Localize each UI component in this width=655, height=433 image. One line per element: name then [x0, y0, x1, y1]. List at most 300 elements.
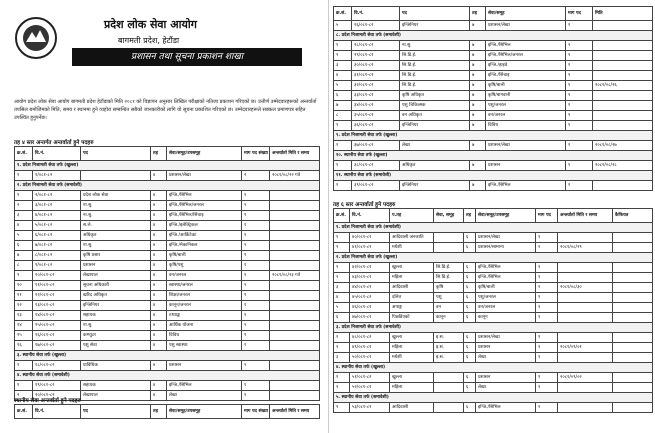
table-cell: ७/०८१-८२ [33, 241, 81, 251]
table-cell: १ [242, 281, 270, 291]
table-cell: १ [242, 211, 270, 221]
section-title: १०. स्थानीय सेवा तर्फ (खुल्ला) [334, 151, 653, 161]
table-header-cell: तह [470, 7, 486, 21]
table-header-cell: सेवा/समूह [486, 7, 566, 21]
table-cell: ७ [470, 51, 486, 61]
table-cell: ४ [334, 71, 352, 81]
table-cell [558, 303, 613, 313]
table-section-row [334, 253, 653, 263]
table-cell: पिछडिएको [390, 313, 434, 323]
table-cell: ४ [151, 201, 167, 211]
left-results-table [14, 146, 320, 401]
table-cell: ना.सु. [81, 241, 151, 251]
table-cell: ४ [151, 241, 167, 251]
table-cell: १ [566, 91, 593, 101]
table-cell: १५ [15, 331, 33, 341]
table-cell [613, 313, 653, 323]
table-cell: १ [334, 373, 350, 383]
table-cell: १ [536, 383, 558, 393]
table-cell: इन्जि./सिभिल [476, 403, 536, 413]
table-cell: इन्जिनियर [400, 181, 470, 191]
table-cell: १ [15, 361, 33, 371]
table-cell: सहायक [81, 311, 151, 321]
table-cell: ५ [15, 231, 33, 241]
table-cell: १ [536, 263, 558, 273]
table-cell: ४ [151, 231, 167, 241]
table-row [334, 243, 653, 253]
table-cell: पशु [434, 293, 464, 303]
table-cell: ६ [464, 243, 476, 253]
table-cell: इन्जि./सिभिल [167, 381, 242, 391]
table-cell: २ [242, 171, 270, 181]
table-cell: वन/जनरल [167, 271, 242, 281]
table-cell: ७ [470, 141, 486, 151]
table-cell: १ [536, 283, 558, 293]
table-cell [270, 251, 320, 261]
table-cell: २ [15, 391, 33, 401]
table-cell: प्रशासन/लेखा [476, 333, 536, 343]
notice-title: प्रदेश लोक सेवा आयोग [104, 18, 197, 31]
table-header-cell: तह [151, 147, 167, 161]
table-cell: २०८१/०८/२२ गते [270, 171, 320, 181]
table-cell: ४७/०८१-८२ [350, 313, 390, 323]
table-cell: १ [566, 161, 593, 171]
table-row [334, 343, 653, 353]
table-cell: ६/०८१-८२ [33, 231, 81, 241]
table-cell: इन्जिनियर [81, 301, 151, 311]
table-cell [613, 293, 653, 303]
table-cell: ४ [151, 391, 167, 401]
table-cell: ४ [151, 221, 167, 231]
table-cell: ११ [15, 291, 33, 301]
table-header-cell: क्र.सं. [334, 7, 352, 21]
table-row [15, 261, 320, 271]
left-table-caption: तह ४ स्तर अन्तर्गत अन्तर्वार्ता हुने पदहरु [14, 140, 94, 146]
table-cell: ४ [151, 311, 167, 321]
table-cell [593, 71, 653, 81]
table-cell: कानून [476, 313, 536, 323]
table-row [15, 311, 320, 321]
table-row [15, 301, 320, 311]
table-cell [270, 381, 320, 391]
table-cell: ५/०८१-८२ [33, 221, 81, 231]
table-cell: १२/०८१-८२ [33, 291, 81, 301]
table-cell: ७ [470, 161, 486, 171]
table-row [334, 373, 653, 383]
table-cell: मधेशी [390, 353, 434, 363]
table-cell: इन्जि./इलेक्ट्रिकल [167, 221, 242, 231]
table-header-cell: कैफियत [613, 209, 653, 223]
table-header-cell: सेवा, समूह [434, 209, 464, 223]
table-cell: ४ [151, 341, 167, 351]
table-header-cell: क्र.सं. [15, 147, 33, 161]
table-cell: ७ [470, 101, 486, 111]
table-cell: १ [566, 61, 593, 71]
table-cell: ४४/०८१-८२ [350, 283, 390, 293]
table-section-row [334, 171, 653, 181]
table-cell: ४२/०८१-८२ [350, 263, 390, 273]
table-cell: २ [334, 243, 350, 253]
table-cell: ५ [334, 21, 352, 31]
table-cell: १ [242, 261, 270, 271]
table-cell: सि.डि.ई. [400, 81, 470, 91]
table-cell: ५ [334, 81, 352, 91]
table-header-row [334, 7, 653, 21]
table-header-cell: तह [151, 405, 167, 419]
table-header-cell: पद [81, 405, 151, 419]
table-cell: १ [242, 381, 270, 391]
table-cell: कृषि अधिकृत [400, 91, 470, 101]
table-header-cell: अन्तर्वार्ता मिति र समय [270, 405, 320, 419]
table-cell [613, 343, 653, 353]
table-row [15, 331, 320, 341]
table-row [334, 61, 653, 71]
table-cell: १ [334, 41, 352, 51]
table-header-cell: अन्तर्वार्ता मिति र समय [558, 209, 613, 223]
table-cell: कृषि/पशु [167, 261, 242, 271]
table-cell: १ [334, 233, 350, 243]
table-section-row [334, 363, 653, 373]
table-cell: लेखापाल [81, 391, 151, 401]
table-cell: लेखा [400, 141, 470, 151]
table-cell: इ.स. [434, 353, 464, 363]
table-cell: ७ [470, 81, 486, 91]
table-cell: ४८/०८१-८२ [350, 333, 390, 343]
table-cell: कृषि/बाली [486, 81, 566, 91]
table-cell: २०८१/०८/२८ [593, 161, 653, 171]
table-cell: ९ [15, 271, 33, 281]
table-cell: ६ [464, 273, 476, 283]
table-cell [593, 121, 653, 131]
table-cell: ४ [334, 293, 350, 303]
table-cell [593, 61, 653, 71]
table-cell: वन अधिकृत [400, 111, 470, 121]
table-cell: ७ [15, 251, 33, 261]
table-header-cell: वि.नं. [352, 7, 400, 21]
table-cell: ४ [151, 291, 167, 301]
table-cell: १९/०८१-८२ [33, 381, 81, 391]
table-cell: १ [242, 391, 270, 401]
table-cell: १ [566, 121, 593, 131]
table-cell: ४ [151, 331, 167, 341]
table-cell: ४५/०८१-८२ [350, 293, 390, 303]
table-cell: ५०/०८१-८२ [350, 353, 390, 363]
table-cell: लेखा [476, 383, 536, 393]
table-cell [613, 283, 653, 293]
right-results-table-bottom [333, 208, 653, 413]
table-cell: ५३/०८१-८२ [350, 403, 390, 413]
table-cell: ६ [464, 293, 476, 303]
table-row [15, 321, 320, 331]
section-title: १. प्रदेश निजामती सेवा तर्फ (खुल्ला) [15, 161, 320, 171]
table-cell: १ [242, 311, 270, 321]
table-cell: ५ [334, 303, 350, 313]
table-cell: ना.सु. [400, 41, 470, 51]
table-cell: १ [566, 71, 593, 81]
table-cell [613, 353, 653, 363]
table-cell: २ [334, 273, 350, 283]
table-cell: ७ [470, 61, 486, 71]
table-cell: ४६/०८१-८२ [350, 303, 390, 313]
table-cell: दलित [390, 293, 434, 303]
table-cell: खुल्ला [390, 263, 434, 273]
table-cell: प्रशासन/लेखा [476, 233, 536, 243]
table-cell: १६/०८१-८२ [352, 21, 400, 31]
table-cell: लेखापाल [81, 271, 151, 281]
table-row [334, 293, 653, 303]
table-section-row [334, 31, 653, 41]
table-cell: ६ [334, 313, 350, 323]
table-cell: प्राविधिक [81, 361, 151, 371]
table-cell: १४/०८१-८२ [33, 311, 81, 321]
table-cell: १ [566, 101, 593, 111]
table-cell: ४ [151, 361, 167, 371]
table-cell: ३९/०८१-८२ [352, 181, 400, 191]
table-section-row [15, 351, 320, 361]
table-cell: आदिवासी जनजाति [390, 233, 434, 243]
table-cell: ७ [470, 121, 486, 131]
table-cell: १ [566, 51, 593, 61]
table-cell: ७ [470, 111, 486, 121]
table-cell: १३/०८१-८२ [33, 301, 81, 311]
table-header-cell: सेवा/समूह/उपसमूह [167, 147, 242, 161]
table-cell: ४ [151, 261, 167, 271]
notice-subtitle: बागमती प्रदेश, हेटौंडा [118, 36, 180, 45]
table-cell: ६ [464, 283, 476, 293]
table-cell: २०/०८१-८२ [33, 391, 81, 401]
table-cell: अधिकृत [81, 231, 151, 241]
table-cell: अपाङ्ग [390, 303, 434, 313]
table-cell: सूचना अधिकारी [81, 281, 151, 291]
table-cell: ६ [464, 313, 476, 323]
table-cell: ७ [470, 71, 486, 81]
table-cell: प्रशासन/लेखा [486, 141, 566, 151]
table-header-cell: माग पद संख्या [242, 405, 270, 419]
table-cell: इन्जि./मेकानिकल [167, 241, 242, 251]
table-cell: १ [334, 141, 352, 151]
table-cell [270, 341, 320, 351]
table-cell: २०८१/०९/०१ [558, 343, 613, 353]
table-cell [270, 391, 320, 401]
table-cell: इन्जि./सिभिल [486, 41, 566, 51]
table-cell [593, 111, 653, 121]
section-title: ४. स्थानीय सेवा तर्फ (खुल्ला) [334, 363, 653, 373]
table-cell: ४ [151, 211, 167, 221]
table-cell: २०८१/०९/०२ [558, 373, 613, 383]
table-cell: १ [334, 263, 350, 273]
table-cell: १३ [15, 311, 33, 321]
table-row [334, 141, 653, 151]
table-header-cell: पद [81, 147, 151, 161]
table-cell: ४९/०८१-८२ [350, 343, 390, 353]
table-cell: अधिकृत [400, 161, 470, 171]
notice-page-left [0, 0, 327, 433]
table-cell: ९ [334, 121, 352, 131]
table-cell: इ.स. [434, 333, 464, 343]
table-cell [613, 373, 653, 383]
table-cell: १६ [15, 341, 33, 351]
table-cell: विविध [486, 121, 566, 131]
table-cell: ४ [151, 171, 167, 181]
table-cell: २ [15, 201, 33, 211]
table-cell: २०८१/०८/२६ [593, 81, 653, 91]
table-cell: ३ [334, 61, 352, 71]
table-row [334, 263, 653, 273]
table-cell [81, 171, 151, 181]
table-cell: इन्जि./सिभिल/जनरल [167, 201, 242, 211]
table-cell: महिला [390, 273, 434, 283]
table-cell: ४ [151, 271, 167, 281]
table-header-cell: अन्तर्वार्ता मिति र समय [270, 147, 320, 161]
table-cell: आर्थिक योजना [167, 321, 242, 331]
table-cell: १ [334, 181, 352, 191]
table-header-cell: प.तह [390, 209, 434, 223]
table-section-row [334, 393, 653, 403]
table-row [334, 333, 653, 343]
table-cell: ७ [470, 181, 486, 191]
table-cell: १ [536, 403, 558, 413]
table-cell: पशु चिकित्सक [400, 101, 470, 111]
table-cell: ४ [15, 221, 33, 231]
table-cell: १ [536, 273, 558, 283]
table-cell: सि.डि.ई. [434, 263, 464, 273]
table-cell: ४/०८१-८२ [33, 211, 81, 221]
table-cell: ४०/०८१-८२ [350, 233, 390, 243]
table-row [15, 231, 320, 241]
table-row [334, 21, 653, 31]
table-cell: ६ [464, 263, 476, 273]
table-cell: १८/०८१-८२ [33, 361, 81, 371]
table-cell: ७ [470, 41, 486, 51]
table-cell [558, 233, 613, 243]
table-cell: ५२/०८१-८२ [350, 383, 390, 393]
table-cell: ६ [15, 241, 33, 251]
table-cell: ४ [151, 321, 167, 331]
table-cell [558, 383, 613, 393]
table-cell: १ [334, 161, 352, 171]
notice-header [0, 0, 327, 70]
table-cell: ३०/०८१-८२ [352, 61, 400, 71]
table-cell [613, 303, 653, 313]
table-cell: ७ [470, 21, 486, 31]
table-cell: ७ [470, 91, 486, 101]
table-cell: १२ [15, 301, 33, 311]
table-cell: १ [15, 381, 33, 391]
table-section-row [15, 181, 320, 191]
table-cell: १४ [15, 321, 33, 331]
table-cell: १६/०८१-८२ [33, 331, 81, 341]
table-cell: इ.स. [434, 343, 464, 353]
table-cell: १ [15, 171, 33, 181]
table-cell [558, 403, 613, 413]
table-row [334, 121, 653, 131]
table-cell: लेखा [167, 391, 242, 401]
table-cell [270, 191, 320, 201]
table-cell: कानून/जनरल [167, 301, 242, 311]
section-title: ११. स्थानीय सेवा तर्फ (समावेशी) [334, 171, 653, 181]
table-cell: सहायक [81, 381, 151, 391]
table-cell: प्रशासन/सामान्य [476, 243, 536, 253]
table-row [334, 111, 653, 121]
table-header-row [15, 405, 320, 419]
table-row [15, 271, 320, 281]
table-cell: प्रशासन [81, 261, 151, 271]
table-cell: ३२/०८१-८२ [352, 81, 400, 91]
table-cell: कृषि/बाली [476, 283, 536, 293]
table-cell: १ [536, 343, 558, 353]
table-cell: २ [334, 383, 350, 393]
table-cell: १ [566, 81, 593, 91]
table-cell: ८ [15, 261, 33, 271]
table-row [15, 191, 320, 201]
table-cell [434, 373, 464, 383]
table-cell: महिला [390, 383, 434, 393]
table-cell: ६ [464, 373, 476, 383]
table-cell: ५१/०८१-८२ [350, 373, 390, 383]
table-cell: प्रशासन [476, 373, 536, 383]
table-section-row [15, 371, 320, 381]
notice-intro: आयोग प्रदेश लोक सेवा आयोग बागमती प्रदेश हेटौंडाको मिति २०८१ को विज्ञापन अनुसार लिखित परीक्षाको नतिजा प्रकाशन गरिएको छ। उत्तीर्ण उम्मेदवारहरूको अन्तर्वार्ता तपसिल बमोजिमको मिति, समय र स्थानमा हुने व्यहोरा सम्बन्धित सबैको जानकारीको लागि यो सूचना प्रकाशित गरिएको छ। उम्मेदवारहरूले सक्कल प्रमाणपत्र सहित उपस्थित हुनुपर्नेछ। [14, 99, 317, 121]
section-title: २. प्रदेश निजामती सेवा तर्फ (खुल्ला) [334, 253, 653, 263]
right-table-caption: तह ६ स्तर अन्तर्वार्ता हुने पदहरु [333, 202, 396, 208]
table-cell: वन [434, 303, 464, 313]
left-footer-table [14, 404, 320, 419]
section-title: ८. प्रदेश निजामती सेवा तर्फ (समावेशी) [334, 31, 653, 41]
table-cell: ४ [151, 191, 167, 201]
table-row [334, 181, 653, 191]
table-cell: १ [242, 291, 270, 301]
table-row [15, 171, 320, 181]
table-cell: १ [536, 243, 558, 253]
table-cell: प्रशासन [476, 343, 536, 353]
table-cell: इन्जि./सिभिल [476, 273, 536, 283]
table-cell: १ [242, 271, 270, 281]
table-cell [434, 233, 464, 243]
table-cell [558, 293, 613, 303]
table-cell: १ [566, 181, 593, 191]
table-cell: ४ [151, 381, 167, 391]
table-cell [558, 353, 613, 363]
table-row [15, 211, 320, 221]
table-section-row [334, 131, 653, 141]
table-row [15, 291, 320, 301]
table-cell: ३४/०८१-८२ [352, 101, 400, 111]
table-cell [593, 91, 653, 101]
table-cell [593, 41, 653, 51]
table-cell: ९/०८१-८२ [33, 261, 81, 271]
table-cell: ना.सु. [81, 211, 151, 221]
table-header-cell: माग पद [536, 209, 558, 223]
table-cell: इन्जि./आर्किटेक्ट [167, 231, 242, 241]
table-cell [434, 383, 464, 393]
table-cell: ६ [464, 383, 476, 393]
table-section-row [334, 223, 653, 233]
table-cell [613, 243, 653, 253]
table-cell: १ [242, 251, 270, 261]
table-row [15, 281, 320, 291]
section-title: १. प्रदेश निजामती सेवा तर्फ (समावेशी) [334, 223, 653, 233]
table-row [334, 91, 653, 101]
table-cell: ३ [334, 283, 350, 293]
table-cell: १ [242, 341, 270, 351]
table-header-cell: क्र.सं. [334, 209, 350, 223]
table-cell: ना.सु. [81, 321, 151, 331]
table-cell: १ [242, 201, 270, 211]
section-title: २. प्रदेश निजामती सेवा तर्फ (समावेशी) [15, 181, 320, 191]
table-cell: कम्प्युटर [81, 331, 151, 341]
table-cell [270, 321, 320, 331]
table-cell: १५/०८१-८२ [33, 321, 81, 331]
